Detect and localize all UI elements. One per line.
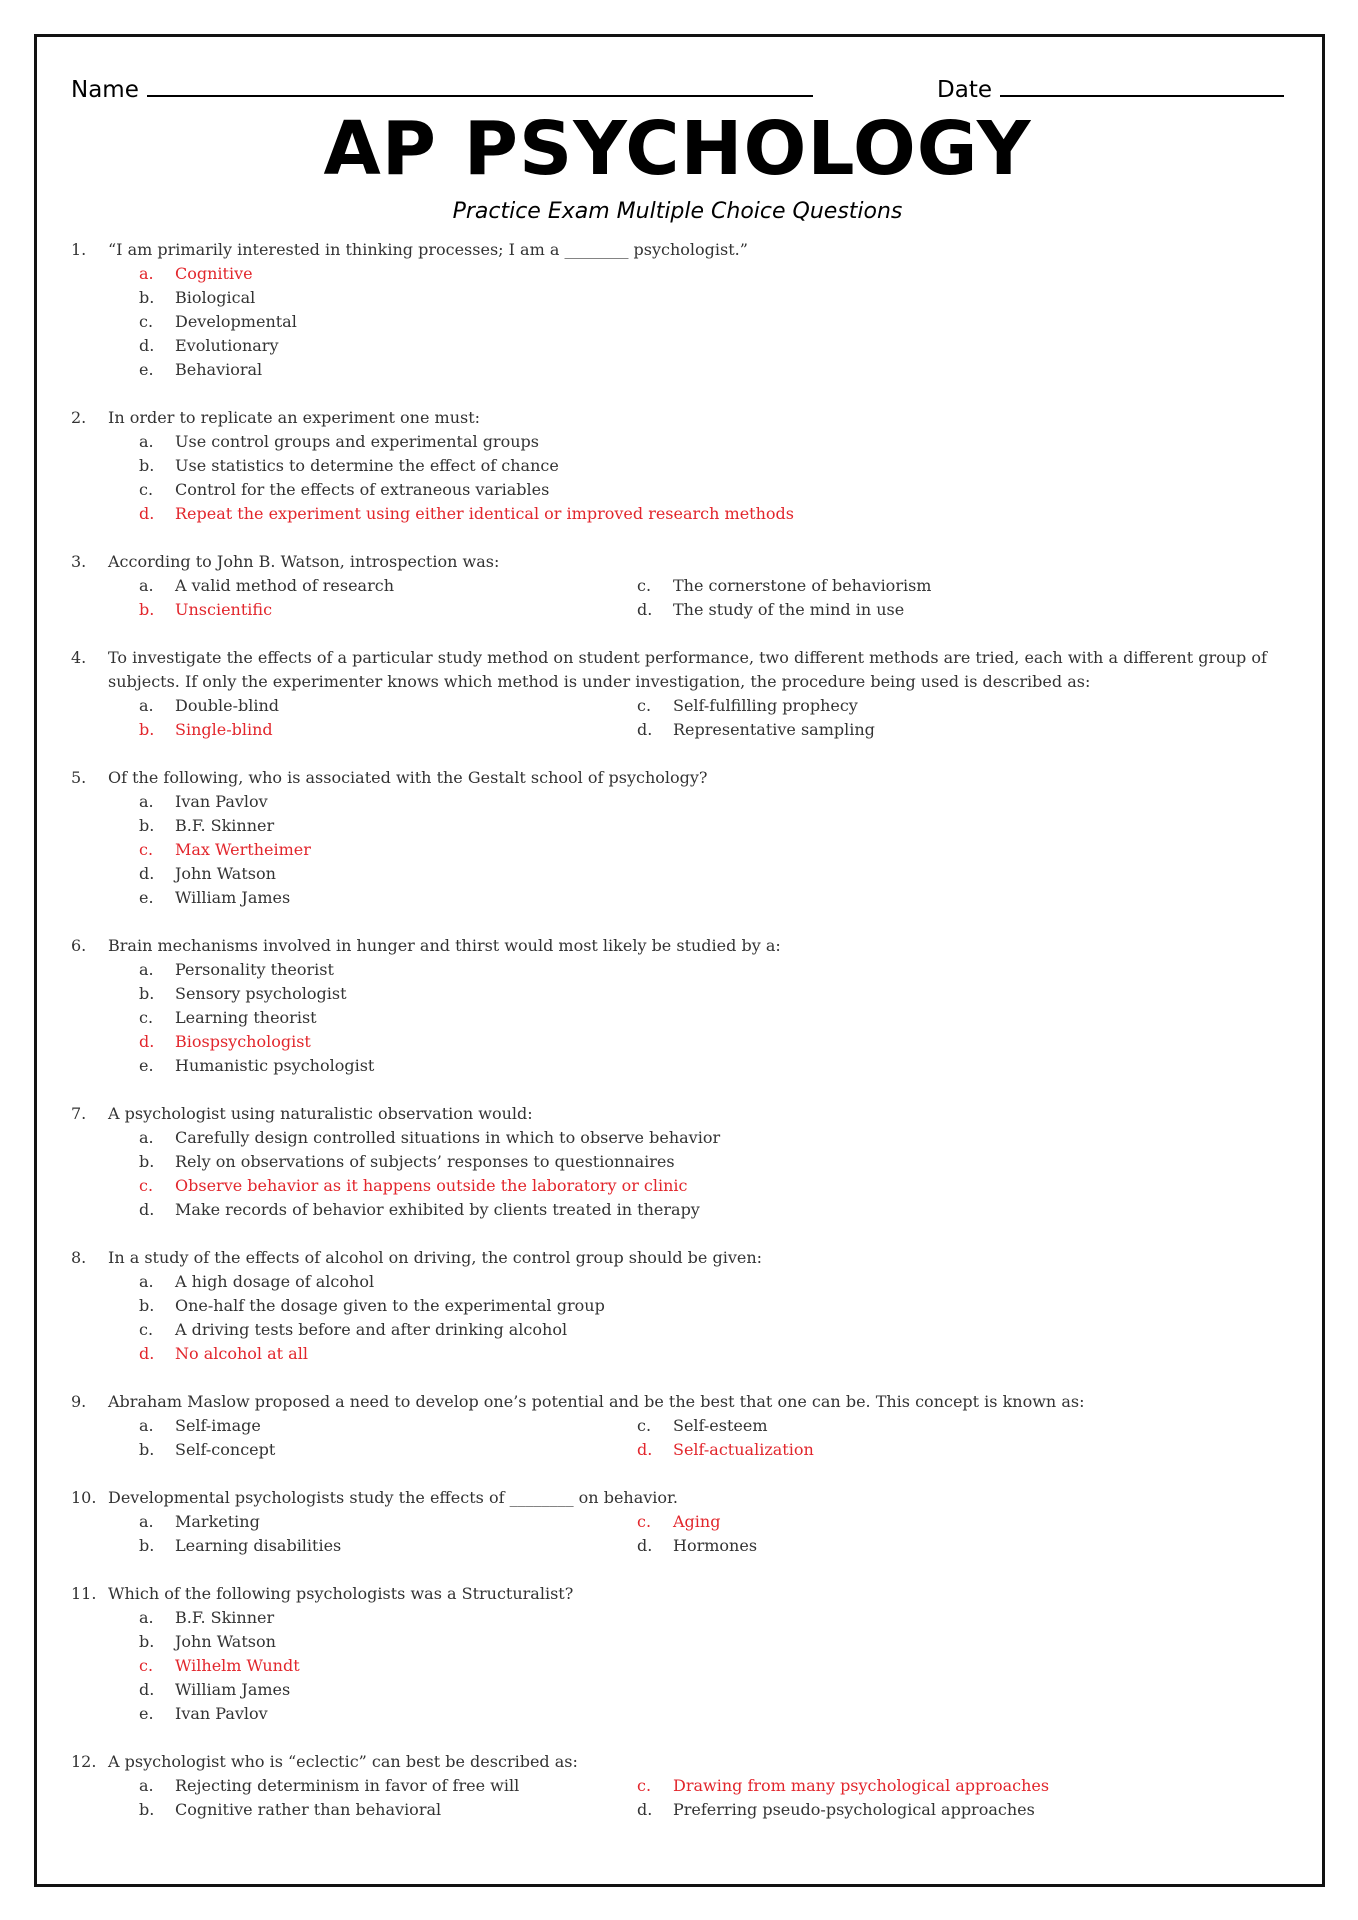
question-text: “I am primarily interested in thinking processes; I am a ________ psychologist.” bbox=[108, 240, 748, 259]
option-e: e. William James bbox=[139, 886, 1284, 910]
option-text: The study of the mind in use bbox=[673, 600, 905, 619]
question-text: Abraham Maslow proposed a need to develop one’s potential and be the best that one can be. This concept is known as: bbox=[108, 1392, 1085, 1411]
option-text: Ivan Pavlov bbox=[175, 1704, 268, 1723]
question-text: According to John B. Watson, introspection was: bbox=[108, 552, 500, 571]
option-text: Unscientific bbox=[175, 600, 273, 619]
page-subtitle: Practice Exam Multiple Choice Questions bbox=[452, 199, 903, 224]
option-c: c. Learning theorist bbox=[139, 1006, 1284, 1030]
option-text: John Watson bbox=[175, 864, 276, 883]
question-number: 9. bbox=[71, 1392, 87, 1411]
question-number: 11. bbox=[71, 1584, 97, 1603]
question-text: Brain mechanisms involved in hunger and thirst would most likely be studied by a: bbox=[108, 936, 781, 955]
option-text: A high dosage of alcohol bbox=[175, 1272, 375, 1291]
option-text: Ivan Pavlov bbox=[175, 792, 268, 811]
option-c: c. The cornerstone of behaviorism bbox=[637, 574, 1284, 598]
option-text: Rejecting determinism in favor of free will bbox=[175, 1776, 520, 1795]
question-text: Which of the following psychologists was a Structuralist? bbox=[108, 1584, 574, 1603]
option-c: c. Observe behavior as it happens outside the laboratory or clinic bbox=[139, 1174, 1284, 1198]
option-c: c. Max Wertheimer bbox=[139, 838, 1284, 862]
option-text: One-half the dosage given to the experimental group bbox=[175, 1296, 605, 1315]
option-text: Humanistic psychologist bbox=[175, 1056, 375, 1075]
question-2 bbox=[71, 406, 1284, 526]
question-4 bbox=[71, 646, 1284, 742]
question-number: 12. bbox=[71, 1752, 97, 1771]
option-text: Hormones bbox=[673, 1536, 758, 1555]
option-text: Self-image bbox=[175, 1416, 261, 1435]
option-a: a. Personality theorist bbox=[139, 958, 1284, 982]
option-text: Learning disabilities bbox=[175, 1536, 342, 1555]
option-d: d. Preferring pseudo-psychological approaches bbox=[637, 1798, 1284, 1822]
option-c: c. Developmental bbox=[139, 310, 1284, 334]
option-text: Observe behavior as it happens outside the laboratory or clinic bbox=[175, 1176, 688, 1195]
option-text: Evolutionary bbox=[175, 336, 279, 355]
option-a: a. Use control groups and experimental groups bbox=[139, 430, 1284, 454]
page-title: AP PSYCHOLOGY bbox=[323, 106, 1032, 192]
name-date-row bbox=[71, 75, 1284, 103]
option-c: c. Aging bbox=[637, 1510, 1284, 1534]
question-number: 2. bbox=[71, 408, 87, 427]
option-a: a. Self-image bbox=[139, 1414, 637, 1438]
option-text: Sensory psychologist bbox=[175, 984, 347, 1003]
option-e: e. Behavioral bbox=[139, 358, 1284, 382]
option-text: William James bbox=[175, 1680, 291, 1699]
option-text: Use statistics to determine the effect of chance bbox=[175, 456, 559, 475]
option-c: c. Self-fulfilling prophecy bbox=[637, 694, 1284, 718]
option-text: Single-blind bbox=[175, 720, 273, 739]
option-text: Double-blind bbox=[175, 696, 280, 715]
option-b: b. John Watson bbox=[139, 1630, 1284, 1654]
question-number: 1. bbox=[71, 240, 87, 259]
question-8 bbox=[71, 1246, 1284, 1366]
question-number: 7. bbox=[71, 1104, 87, 1123]
question-text: In a study of the effects of alcohol on driving, the control group should be given: bbox=[108, 1248, 763, 1267]
option-c: c. Wilhelm Wundt bbox=[139, 1654, 1284, 1678]
option-text: Self-actualization bbox=[673, 1440, 814, 1459]
question-12 bbox=[71, 1750, 1284, 1822]
option-d: d. The study of the mind in use bbox=[637, 598, 1284, 622]
question-6 bbox=[71, 934, 1284, 1078]
option-text: A valid method of research bbox=[175, 576, 395, 595]
question-3 bbox=[71, 550, 1284, 622]
option-text: Biological bbox=[175, 288, 256, 307]
option-d: d. Representative sampling bbox=[637, 718, 1284, 742]
option-b: b. Single-blind bbox=[139, 718, 637, 742]
question-text: Of the following, who is associated with the Gestalt school of psychology? bbox=[108, 768, 708, 787]
option-a: a. Cognitive bbox=[139, 262, 1284, 286]
option-a: a. Rejecting determinism in favor of free will bbox=[139, 1774, 637, 1798]
question-text: A psychologist using naturalistic observation would: bbox=[108, 1104, 533, 1123]
question-number: 6. bbox=[71, 936, 87, 955]
question-number: 5. bbox=[71, 768, 87, 787]
question-7 bbox=[71, 1102, 1284, 1222]
name-line[interactable] bbox=[147, 75, 813, 97]
option-text: Cognitive bbox=[175, 264, 253, 283]
question-10 bbox=[71, 1486, 1284, 1558]
option-c: c. Drawing from many psychological approaches bbox=[637, 1774, 1284, 1798]
option-text: William James bbox=[175, 888, 291, 907]
question-5 bbox=[71, 766, 1284, 910]
option-a: a. A high dosage of alcohol bbox=[139, 1270, 1284, 1294]
option-text: Carefully design controlled situations in which to observe behavior bbox=[175, 1128, 721, 1147]
question-number: 3. bbox=[71, 552, 87, 571]
option-text: B.F. Skinner bbox=[175, 816, 275, 835]
option-a: a. Ivan Pavlov bbox=[139, 790, 1284, 814]
option-text: Developmental bbox=[175, 312, 297, 331]
date-line[interactable] bbox=[1000, 75, 1284, 97]
option-d: d. No alcohol at all bbox=[139, 1342, 1284, 1366]
date-field[interactable] bbox=[937, 75, 1284, 103]
option-b: b. One-half the dosage given to the experimental group bbox=[139, 1294, 1284, 1318]
option-text: B.F. Skinner bbox=[175, 1608, 275, 1627]
question-number: 8. bbox=[71, 1248, 87, 1267]
name-label: Name bbox=[71, 77, 139, 103]
option-text: Personality theorist bbox=[175, 960, 334, 979]
option-text: Biospsychologist bbox=[175, 1032, 311, 1051]
option-text: Max Wertheimer bbox=[175, 840, 311, 859]
option-text: Self-esteem bbox=[673, 1416, 768, 1435]
option-a: a. Marketing bbox=[139, 1510, 637, 1534]
name-field[interactable] bbox=[71, 75, 813, 103]
option-d: d. Hormones bbox=[637, 1534, 1284, 1558]
option-text: Make records of behavior exhibited by clients treated in therapy bbox=[175, 1200, 700, 1219]
question-text: To investigate the effects of a particular study method on student performance, two different methods are tried, each with a different group of subjects. If only the experimenter knows which method is under investigation, the procedure being used is described as: bbox=[108, 648, 1267, 691]
option-b: b. Rely on observations of subjects’ responses to questionnaires bbox=[139, 1150, 1284, 1174]
option-text: Wilhelm Wundt bbox=[175, 1656, 300, 1675]
question-text: In order to replicate an experiment one must: bbox=[108, 408, 481, 427]
question-11 bbox=[71, 1582, 1284, 1726]
option-text: No alcohol at all bbox=[175, 1344, 308, 1363]
option-b: b. Learning disabilities bbox=[139, 1534, 637, 1558]
option-c: c. Self-esteem bbox=[637, 1414, 1284, 1438]
option-b: b. Sensory psychologist bbox=[139, 982, 1284, 1006]
question-number: 4. bbox=[71, 648, 87, 667]
option-c: c. A driving tests before and after drinking alcohol bbox=[139, 1318, 1284, 1342]
option-text: Self-fulfilling prophecy bbox=[673, 696, 858, 715]
option-text: Control for the effects of extraneous variables bbox=[175, 480, 550, 499]
option-b: b. Use statistics to determine the effect of chance bbox=[139, 454, 1284, 478]
option-text: Cognitive rather than behavioral bbox=[175, 1800, 442, 1819]
option-a: a. A valid method of research bbox=[139, 574, 637, 598]
option-a: a. Carefully design controlled situations in which to observe behavior bbox=[139, 1126, 1284, 1150]
option-text: Repeat the experiment using either identical or improved research methods bbox=[175, 504, 794, 523]
question-list bbox=[71, 238, 1284, 1822]
option-d: d. Evolutionary bbox=[139, 334, 1284, 358]
option-d: d. Repeat the experiment using either identical or improved research methods bbox=[139, 502, 1284, 526]
option-text: John Watson bbox=[175, 1632, 276, 1651]
option-b: b. Biological bbox=[139, 286, 1284, 310]
question-9 bbox=[71, 1390, 1284, 1462]
option-text: Drawing from many psychological approaches bbox=[673, 1776, 1050, 1795]
option-text: Marketing bbox=[175, 1512, 260, 1531]
option-text: Behavioral bbox=[175, 360, 263, 379]
option-b: b. Unscientific bbox=[139, 598, 637, 622]
question-number: 10. bbox=[71, 1488, 97, 1507]
worksheet-page bbox=[34, 34, 1325, 1887]
option-e: e. Ivan Pavlov bbox=[139, 1702, 1284, 1726]
date-label: Date bbox=[937, 77, 992, 103]
option-b: b. Cognitive rather than behavioral bbox=[139, 1798, 637, 1822]
option-text: Preferring pseudo-psychological approaches bbox=[673, 1800, 1035, 1819]
question-text: Developmental psychologists study the effects of ________ on behavior. bbox=[108, 1488, 679, 1507]
question-text: A psychologist who is “eclectic” can best be described as: bbox=[108, 1752, 578, 1771]
option-a: a. Double-blind bbox=[139, 694, 637, 718]
option-c: c. Control for the effects of extraneous variables bbox=[139, 478, 1284, 502]
option-b: b. Self-concept bbox=[139, 1438, 637, 1462]
question-1 bbox=[71, 238, 1284, 382]
option-d: d. John Watson bbox=[139, 862, 1284, 886]
option-d: d. William James bbox=[139, 1678, 1284, 1702]
option-text: Self-concept bbox=[175, 1440, 276, 1459]
option-d: d. Make records of behavior exhibited by clients treated in therapy bbox=[139, 1198, 1284, 1222]
option-text: Aging bbox=[673, 1512, 721, 1531]
option-text: Learning theorist bbox=[175, 1008, 317, 1027]
option-text: A driving tests before and after drinking alcohol bbox=[175, 1320, 568, 1339]
option-b: b. B.F. Skinner bbox=[139, 814, 1284, 838]
option-text: Representative sampling bbox=[673, 720, 875, 739]
option-text: The cornerstone of behaviorism bbox=[673, 576, 932, 595]
option-e: e. Humanistic psychologist bbox=[139, 1054, 1284, 1078]
option-d: d. Self-actualization bbox=[637, 1438, 1284, 1462]
option-text: Rely on observations of subjects’ responses to questionnaires bbox=[175, 1152, 675, 1171]
option-text: Use control groups and experimental groups bbox=[175, 432, 539, 451]
option-d: d. Biospsychologist bbox=[139, 1030, 1284, 1054]
option-a: a. B.F. Skinner bbox=[139, 1606, 1284, 1630]
